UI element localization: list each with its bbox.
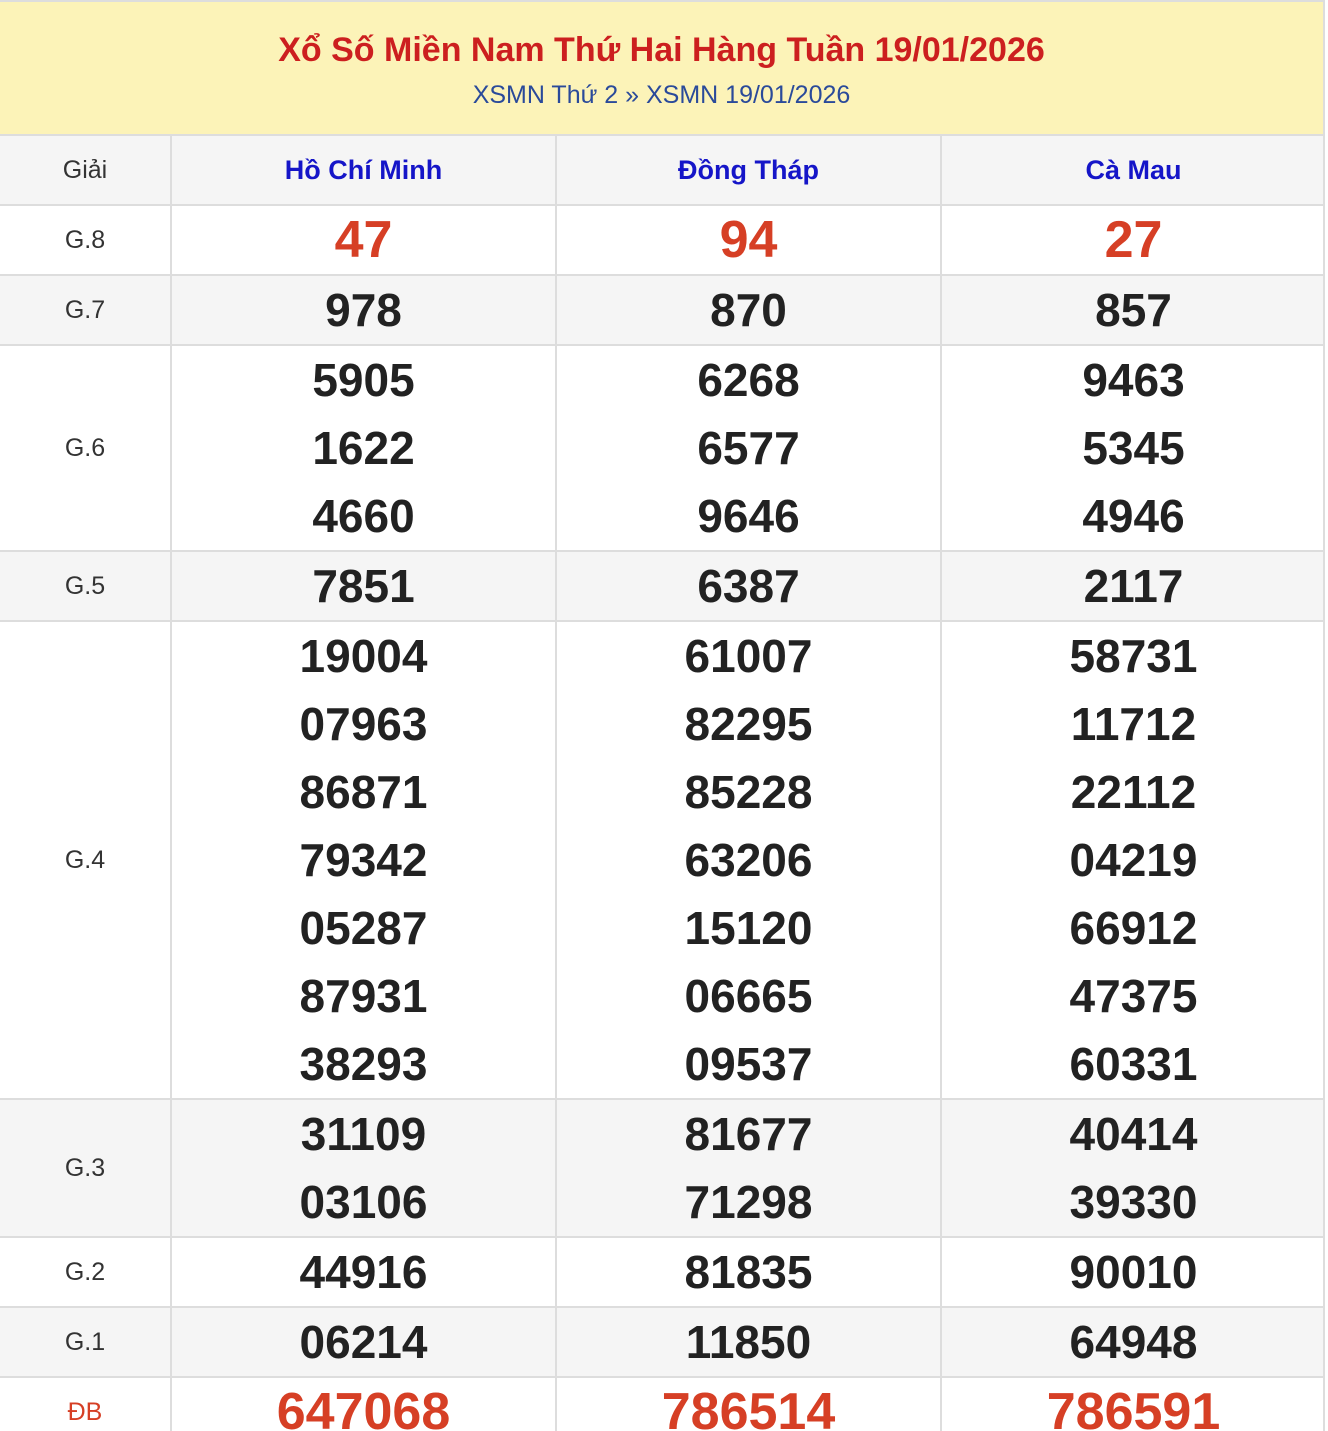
prize-cell [941, 1237, 1325, 1307]
province-ho-chi-minh[interactable]: Hồ Chí Minh [171, 136, 556, 205]
prize-number: 5345 [1082, 422, 1185, 474]
results-table [0, 136, 1325, 1431]
prize-label: G.5 [0, 551, 171, 621]
prize-number: 40414 [1069, 1108, 1198, 1160]
prize-label: G.3 [0, 1099, 171, 1237]
table-row [0, 205, 1325, 275]
prize-number: 87931 [299, 970, 428, 1022]
prize-number: 47375 [1069, 970, 1198, 1022]
prize-cell [941, 1377, 1325, 1431]
prize-cell [171, 1237, 556, 1307]
prize-number: 05287 [299, 902, 428, 954]
prize-label: G.8 [0, 205, 171, 275]
prize-number: 82295 [684, 698, 813, 750]
prize-cell [171, 1307, 556, 1377]
breadcrumb-separator: » [625, 81, 640, 109]
prize-number: 27 [1104, 211, 1163, 269]
prize-number: 03106 [299, 1176, 428, 1228]
prize-cell [556, 1307, 941, 1377]
prize-number: 61007 [684, 630, 813, 682]
prize-label: G.6 [0, 345, 171, 551]
prize-cell [556, 1099, 941, 1237]
prize-cell [171, 1099, 556, 1237]
prize-cell [556, 275, 941, 345]
prize-label: ĐB [0, 1377, 171, 1431]
prize-label: G.4 [0, 621, 171, 1099]
column-label-giai: Giải [0, 136, 171, 205]
prize-cell [941, 621, 1325, 1099]
prize-label: G.2 [0, 1237, 171, 1307]
prize-number: 15120 [684, 902, 813, 954]
prize-number: 44916 [299, 1246, 428, 1298]
special-prize-number: 647068 [276, 1383, 451, 1431]
prize-number: 47 [334, 211, 393, 269]
prize-number: 09537 [684, 1038, 813, 1090]
breadcrumb-link-weekday[interactable]: XSMN Thứ 2 [472, 81, 619, 109]
breadcrumb [0, 78, 1323, 112]
prize-cell [556, 551, 941, 621]
table-header-row [0, 136, 1325, 205]
prize-number: 60331 [1069, 1038, 1198, 1090]
prize-number: 6268 [697, 354, 800, 406]
prize-number: 6387 [697, 560, 800, 612]
prize-cell [941, 551, 1325, 621]
prize-label: G.7 [0, 275, 171, 345]
table-row [0, 275, 1325, 345]
prize-number: 31109 [300, 1108, 427, 1160]
prize-number: 857 [1095, 284, 1172, 336]
prize-number: 85228 [684, 766, 813, 818]
table-row [0, 345, 1325, 551]
prize-cell [941, 345, 1325, 551]
prize-cell [171, 345, 556, 551]
prize-cell [171, 275, 556, 345]
results-header [0, 2, 1323, 136]
prize-cell [556, 621, 941, 1099]
prize-label: G.1 [0, 1307, 171, 1377]
prize-number: 04219 [1069, 834, 1198, 886]
prize-number: 86871 [299, 766, 428, 818]
prize-number: 2117 [1083, 560, 1184, 612]
prize-cell [941, 205, 1325, 275]
prize-number: 63206 [684, 834, 813, 886]
special-prize-number: 786591 [1046, 1383, 1221, 1431]
page-title: Xổ Số Miền Nam Thứ Hai Hàng Tuần 19/01/2026 [278, 31, 1045, 69]
table-row [0, 621, 1325, 1099]
prize-number: 38293 [299, 1038, 428, 1090]
prize-number: 870 [710, 284, 787, 336]
prize-number: 81677 [684, 1108, 813, 1160]
province-dong-thap[interactable]: Đồng Tháp [556, 136, 941, 205]
prize-number: 71298 [684, 1176, 813, 1228]
prize-number: 66912 [1069, 902, 1198, 954]
prize-number: 1622 [312, 422, 415, 474]
prize-number: 94 [719, 211, 778, 269]
province-ca-mau[interactable]: Cà Mau [941, 136, 1325, 205]
prize-cell [171, 1377, 556, 1431]
prize-number: 11712 [1070, 698, 1197, 750]
prize-cell [171, 621, 556, 1099]
prize-number: 22112 [1070, 766, 1197, 818]
prize-number: 4660 [312, 490, 415, 542]
prize-number: 5905 [312, 354, 415, 406]
prize-number: 978 [325, 284, 402, 336]
special-prize-number: 786514 [661, 1383, 836, 1431]
prize-cell [941, 1099, 1325, 1237]
prize-number: 4946 [1082, 490, 1185, 542]
prize-number: 64948 [1069, 1316, 1198, 1368]
table-row [0, 1377, 1325, 1431]
prize-number: 6577 [697, 422, 800, 474]
prize-number: 06665 [684, 970, 813, 1022]
prize-number: 19004 [299, 630, 428, 682]
prize-cell [556, 205, 941, 275]
prize-cell [171, 551, 556, 621]
prize-number: 06214 [299, 1316, 428, 1368]
table-row [0, 1307, 1325, 1377]
breadcrumb-link-date[interactable]: XSMN 19/01/2026 [646, 81, 851, 109]
prize-number: 07963 [299, 698, 428, 750]
prize-cell [556, 345, 941, 551]
prize-number: 81835 [684, 1246, 813, 1298]
table-row [0, 1237, 1325, 1307]
prize-number: 58731 [1069, 630, 1198, 682]
prize-cell [556, 1237, 941, 1307]
prize-cell [171, 205, 556, 275]
prize-number: 90010 [1069, 1246, 1198, 1298]
prize-number: 9463 [1082, 354, 1185, 406]
prize-cell [556, 1377, 941, 1431]
prize-cell [941, 1307, 1325, 1377]
prize-number: 9646 [697, 490, 800, 542]
table-row [0, 551, 1325, 621]
prize-number: 7851 [312, 560, 415, 612]
prize-cell [941, 275, 1325, 345]
prize-number: 39330 [1069, 1176, 1198, 1228]
table-row [0, 1099, 1325, 1237]
prize-number: 11850 [685, 1316, 812, 1368]
prize-number: 79342 [299, 834, 428, 886]
